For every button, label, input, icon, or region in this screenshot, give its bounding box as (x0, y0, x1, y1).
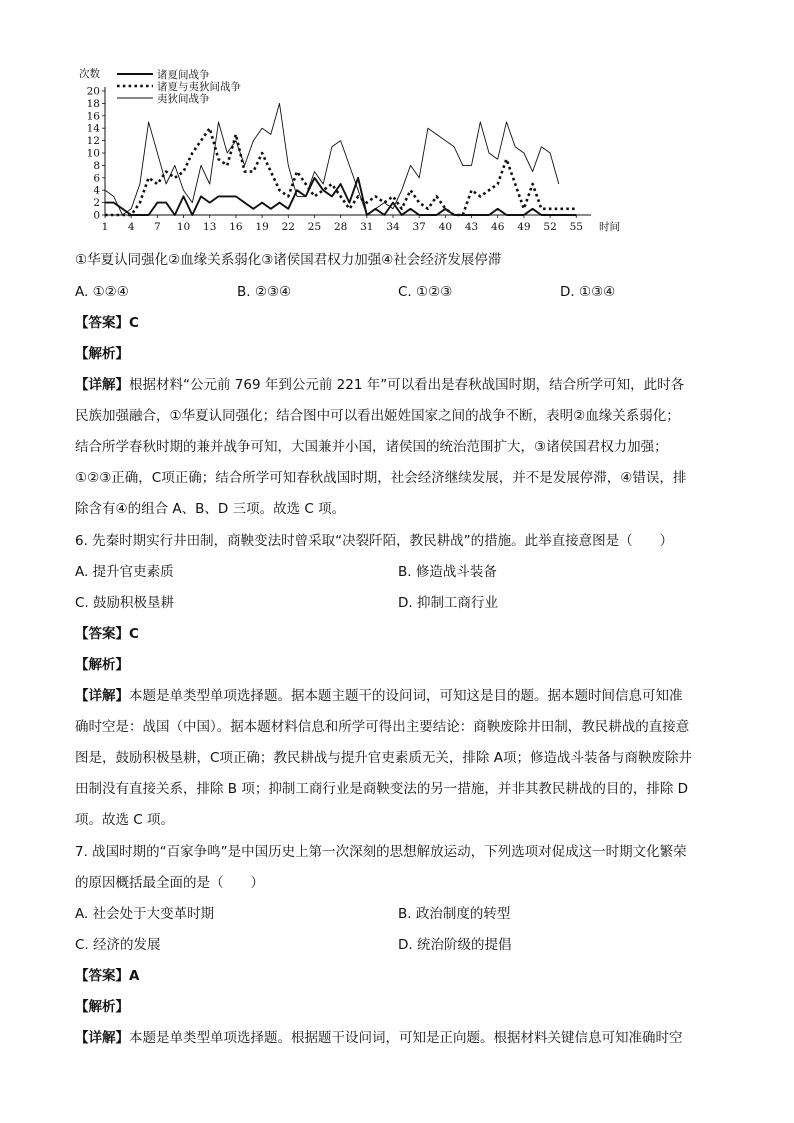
q6-detail-line-1: 【详解】本题是单类型单项选择题。据本题主题干的设问词，可知这是目的题。据本题时间信息可知准 (75, 688, 683, 704)
q6-option-d: D. 抑制工商行业 (398, 595, 498, 611)
q5-option-c: C. ①②③ (398, 284, 453, 300)
q6-option-a: A. 提升官吏素质 (75, 564, 174, 580)
q7-detail-line-1: 【详解】本题是单类型单项选择题。根据题干设问词，可知是正向题。根据材料关键信息可知准确时空 (75, 1030, 683, 1046)
q7-analysis-label: 【解析】 (75, 999, 129, 1015)
q7-answer: 【答案】A (75, 968, 140, 984)
q7-option-a: A. 社会处于大变革时期 (75, 906, 215, 922)
q6-stem: 6. 先秦时期实行井田制，商鞅变法时曾采取“决裂阡陌，教民耕战”的措施。此举直接意图是（ ） (75, 533, 674, 549)
q7-stem-line-2: 的原因概括最全面的是（ ） (75, 875, 264, 891)
q6-answer: 【答案】C (75, 626, 139, 642)
legend-label-3: 夷狄间战争 (157, 93, 210, 105)
q5-detail-line-5: 除含有④的组合 A、B、D 三项。故选 C 项。 (75, 501, 346, 517)
x-tick-label: 49 (517, 221, 531, 233)
y-tick-label: 0 (93, 209, 100, 222)
q7-stem-line-1: 7. 战国时期的“百家争鸣”是中国历史上第一次深刻的思想解放运动，下列选项对促成这一时期文化繁荣 (75, 844, 687, 860)
q6-detail-line-3: 图是，鼓励积极垦耕，C项正确；教民耕战与提升官吏素质无关，排除 A项；修造战斗装备与商鞅废除井 (75, 750, 692, 766)
q6-analysis-label: 【解析】 (75, 657, 129, 673)
q6-detail-line-4: 田制没有直接关系，排除 B 项；抑制工商行业是商鞅变法的另一措施，并非其教民耕战的目的，排除 D (75, 781, 689, 797)
y-tick-label: 20 (86, 85, 100, 98)
x-tick-label: 19 (255, 221, 269, 233)
q5-option-b: B. ②③④ (237, 284, 292, 300)
x-tick-label: 13 (203, 221, 217, 233)
y-tick-label: 6 (93, 172, 100, 185)
x-tick-label: 46 (491, 221, 505, 233)
q7-option-b: B. 政治制度的转型 (398, 906, 511, 922)
chart-series (105, 103, 576, 215)
q6-detail-line-5: 项。故选 C 项。 (75, 812, 175, 828)
y-tick-label: 12 (86, 135, 100, 148)
y-tick-label: 14 (86, 122, 100, 135)
q5-detail-line-1: 【详解】根据材料“公元前 769 年到公元前 221 年”可以看出是春秋战国时期，结合所学可知，此时各 (75, 377, 685, 393)
legend-label-2: 诸夏与夷狄间战争 (157, 81, 241, 93)
x-tick-label: 52 (543, 221, 557, 233)
x-tick-label: 22 (281, 221, 295, 233)
y-axis-label: 次数 (79, 68, 100, 80)
x-tick-label: 10 (176, 221, 191, 233)
q5-detail-line-3: 结合所学春秋时期的兼并战争可知，大国兼并小国，诸侯国的统治范围扩大，③诸侯国君权力加强； (75, 439, 668, 455)
q5-statements: ①华夏认同强化②血缘关系弱化③诸侯国君权力加强④社会经济发展停滞 (75, 252, 502, 268)
series-line-3 (105, 103, 559, 215)
y-tick-label: 8 (93, 159, 100, 172)
x-tick-label: 16 (229, 221, 243, 233)
y-axis-ticks (87, 86, 105, 222)
q5-answer: 【答案】C (75, 315, 139, 331)
x-tick-label: 43 (464, 221, 479, 233)
q5-detail-line-2: 民族加强融合，①华夏认同强化；结合图中可以看出姬姓国家之间的战争不断，表明②血缘关系弱化； (75, 408, 680, 424)
q6-option-c: C. 鼓励积极垦耕 (75, 595, 175, 611)
q7-option-c: C. 经济的发展 (75, 937, 161, 953)
x-axis-label: 时间 (599, 221, 620, 233)
x-tick-label: 4 (127, 221, 135, 233)
q5-detail-line-4: ①②③正确，C项正确；结合所学可知春秋战国时期，社会经济继续发展，并不是发展停滞，④错误，排 (75, 470, 687, 486)
q7-detail-label: 【详解】 (75, 1030, 129, 1046)
q7-option-d: D. 统治阶级的提倡 (398, 937, 512, 953)
y-tick-label: 4 (93, 184, 100, 197)
x-axis-ticks (102, 215, 583, 233)
chart-legend (117, 68, 241, 105)
legend-label-1: 诸夏间战争 (157, 69, 210, 81)
q5-analysis-label: 【解析】 (75, 346, 129, 362)
x-tick-label: 31 (360, 221, 374, 233)
q5-option-d: D. ①③④ (560, 284, 616, 300)
y-tick-label: 18 (86, 97, 100, 110)
q5-detail-label: 【详解】 (75, 377, 129, 393)
x-tick-label: 34 (386, 221, 400, 233)
y-tick-label: 10 (86, 147, 100, 160)
x-tick-label: 25 (307, 221, 322, 233)
q5-option-a: A. ①②④ (75, 284, 129, 300)
y-tick-label: 2 (93, 197, 100, 210)
x-tick-label: 1 (101, 221, 109, 233)
y-tick-label: 16 (86, 110, 100, 123)
x-tick-label: 7 (154, 221, 161, 233)
q6-detail-line-2: 确时空是：战国（中国）。据本题材料信息和所学可得出主要结论：商鞅废除井田制，教民耕战的直接意 (75, 719, 690, 735)
x-tick-label: 37 (412, 221, 426, 233)
q6-option-b: B. 修造战斗装备 (398, 564, 497, 580)
x-tick-label: 40 (438, 221, 453, 233)
q6-detail-label: 【详解】 (75, 688, 129, 704)
war-frequency-chart (75, 62, 635, 240)
x-tick-label: 28 (333, 221, 348, 233)
x-tick-label: 55 (569, 221, 583, 233)
